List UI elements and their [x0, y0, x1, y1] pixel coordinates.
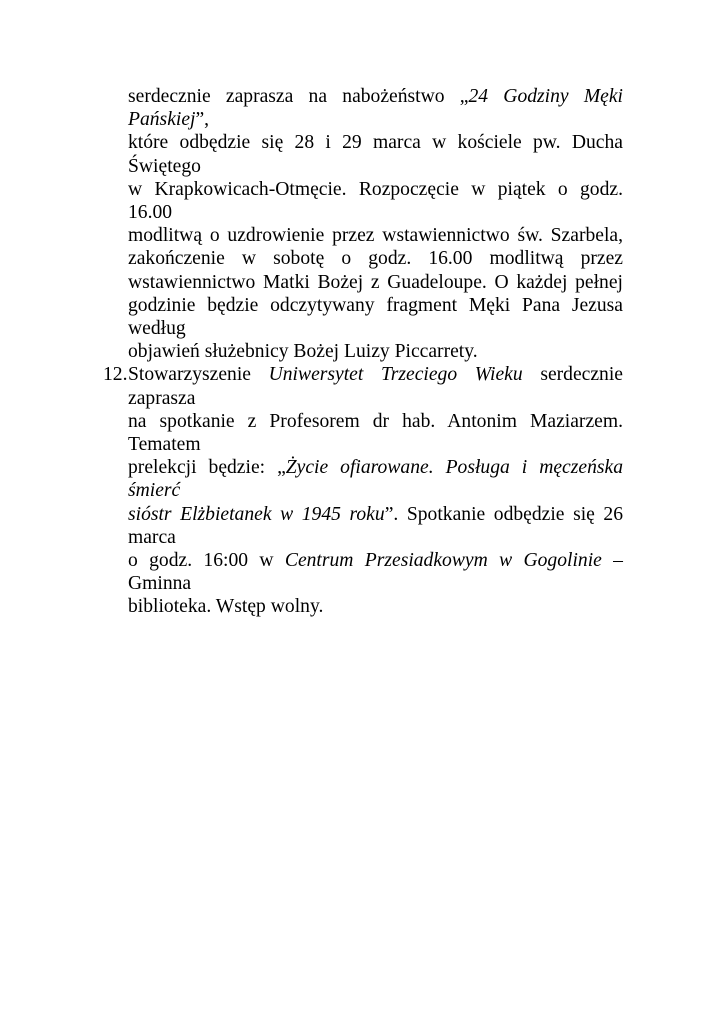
text-run: serdecznie zaprasza na nabożeństwo „	[128, 86, 469, 107]
text-line	[128, 247, 623, 270]
text-run: prelekcji będzie: „	[128, 457, 286, 479]
paragraph-item-11-continuation	[128, 85, 623, 363]
text-line	[128, 131, 623, 177]
text-run: zakończenie w sobotę o godz. 16.00 modlitwą przez	[128, 248, 623, 270]
text-line	[128, 294, 623, 340]
text-line	[103, 363, 623, 409]
text-line	[128, 178, 623, 224]
text-line	[128, 549, 623, 595]
text-run: ”,	[195, 109, 210, 131]
text-run: biblioteka. Wstęp wolny.	[128, 596, 324, 618]
text-line	[128, 503, 623, 549]
italic-run: sióstr Elżbietanek w 1945 roku	[128, 503, 385, 525]
text-run: o godz. 16:00 w	[128, 550, 285, 572]
text-line	[128, 595, 623, 618]
text-line	[128, 85, 623, 131]
text-run: wstawiennictwo Matki Bożej z Guadeloupe. O każdej pełnej	[128, 271, 623, 293]
text-run: które odbędzie się 28 i 29 marca w kościele pw. Ducha Świętego	[128, 132, 623, 177]
text-run: godzinie będzie odczytywany fragment Męki Pana Jezusa według	[128, 294, 623, 340]
italic-run: Życie ofiarowane. Posługa i męczeńska śmierć	[128, 457, 623, 502]
text-block	[103, 85, 623, 619]
text-run: serdecznie zaprasza	[128, 364, 623, 409]
text-run: Stowarzyszenie	[128, 364, 269, 386]
text-run: na spotkanie z Profesorem dr hab. Antonim Maziarzem. Tematem	[128, 410, 623, 456]
text-run: w Krapkowicach-Otmęcie. Rozpoczęcie w piątek o godz. 16.00	[128, 178, 623, 224]
list-item-12	[103, 363, 623, 618]
text-run: modlitwą o uzdrowienie przez wstawiennictwo św. Szarbela,	[128, 225, 623, 247]
text-line	[128, 224, 623, 247]
text-run: objawień służebnicy Bożej Luizy Piccarrety.	[128, 341, 478, 363]
text-run: – Gminna	[128, 550, 623, 595]
text-line	[128, 456, 623, 502]
italic-run: Uniwersytet Trzeciego Wieku	[268, 364, 523, 386]
text-line	[128, 340, 623, 363]
italic-run: Centrum Przesiadkowym w Gogolinie	[284, 550, 602, 572]
italic-run: 24 Godziny Męki Pańskiej	[128, 86, 623, 131]
text-run: ”. Spotkanie odbędzie się 26 marca	[128, 503, 623, 548]
text-line	[128, 410, 623, 456]
list-number: 12.	[103, 364, 128, 386]
text-line	[128, 271, 623, 294]
